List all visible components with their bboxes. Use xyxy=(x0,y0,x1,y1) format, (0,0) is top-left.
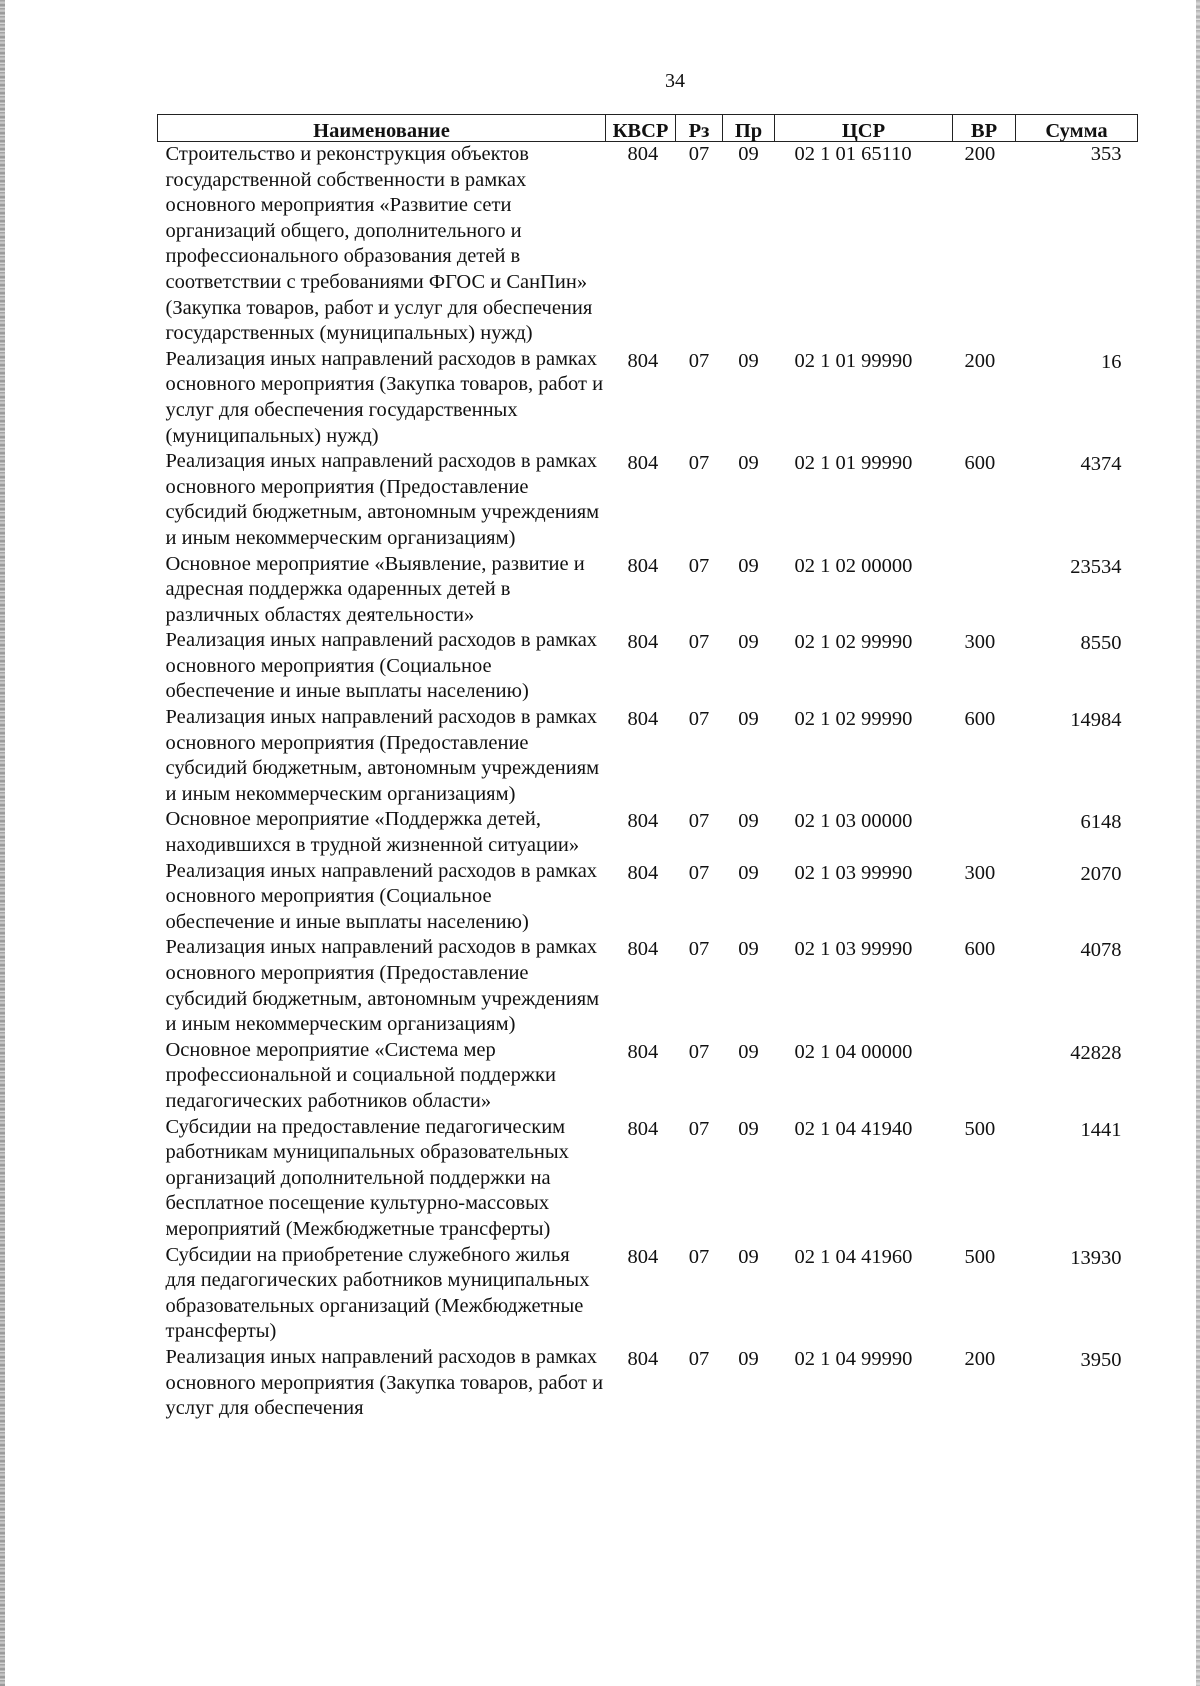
row-sum: 3950 xyxy=(1080,1348,1122,1371)
row-rz: 07 xyxy=(688,554,710,577)
row-name: Основное мероприятие «Выявление, развитие и адресная поддержка одаренных детей в различных областях деятельности» xyxy=(165,552,585,626)
row-csr: 02 1 02 00000 xyxy=(794,554,913,577)
row-rz: 07 xyxy=(688,1117,710,1140)
row-vr: 600 xyxy=(964,938,996,961)
row-csr: 02 1 04 99990 xyxy=(794,1347,913,1370)
row-pr: 09 xyxy=(738,861,759,884)
row-kvsr: 804 xyxy=(627,708,659,731)
row-pr: 09 xyxy=(738,1245,759,1268)
table-header xyxy=(158,115,1138,142)
row-pr: 09 xyxy=(738,810,759,833)
row-pr: 09 xyxy=(738,708,759,731)
row-vr: 300 xyxy=(964,631,996,654)
row-vr xyxy=(953,807,1016,858)
row-kvsr: 804 xyxy=(627,452,659,475)
row-csr: 02 1 04 41940 xyxy=(794,1117,913,1140)
row-csr: 02 1 01 99990 xyxy=(794,452,913,475)
row-rz: 07 xyxy=(688,810,710,833)
page-number: 34 xyxy=(665,70,685,92)
row-vr: 500 xyxy=(964,1245,996,1268)
header-pr: Пр xyxy=(723,115,775,142)
row-sum: 4374 xyxy=(1080,453,1122,476)
row-kvsr: 804 xyxy=(627,1040,659,1063)
row-sum: 16 xyxy=(1101,350,1122,373)
row-kvsr: 804 xyxy=(627,631,659,654)
row-csr: 02 1 03 99990 xyxy=(794,938,913,961)
row-vr xyxy=(953,552,1016,629)
row-sum: 13930 xyxy=(1070,1246,1122,1269)
row-csr: 02 1 04 00000 xyxy=(794,1040,913,1063)
row-vr: 500 xyxy=(964,1117,996,1140)
row-name: Строительство и реконструкция объектов государственной собственности в рамках основного мероприятия «Развитие сети организаций общего, дополнительного и профессионального образования детей в соответствии с требованиями ФГОС и СанПин» (Закупка товаров, работ и услуг для обеспечения государственных (муниципальных) нужд) xyxy=(165,143,593,345)
row-kvsr: 804 xyxy=(627,143,659,165)
row-csr: 02 1 03 00000 xyxy=(794,810,913,833)
row-pr: 09 xyxy=(738,631,759,654)
row-rz: 07 xyxy=(688,861,710,884)
row-rz: 07 xyxy=(688,349,710,372)
scan-edge-right xyxy=(1196,0,1200,1686)
row-pr: 09 xyxy=(738,554,759,577)
row-pr: 09 xyxy=(738,938,759,961)
row-rz: 07 xyxy=(688,1347,710,1370)
table-row xyxy=(158,552,1138,629)
row-name: Реализация иных направлений расходов в рамках основного мероприятия (Предоставление субсидий бюджетным, автономным учреждениям и иным некоммерческим организациям) xyxy=(165,936,600,1036)
row-sum: 8550 xyxy=(1080,632,1122,655)
table-row xyxy=(158,449,1138,551)
row-pr: 09 xyxy=(738,1117,759,1140)
header-rz: Рз xyxy=(676,115,723,142)
row-kvsr: 804 xyxy=(627,1347,659,1370)
header-sum: Сумма xyxy=(1016,115,1138,142)
row-pr: 09 xyxy=(738,349,759,372)
row-csr: 02 1 02 99990 xyxy=(794,708,913,731)
row-pr: 09 xyxy=(738,143,759,165)
row-sum: 353 xyxy=(1090,143,1122,165)
row-rz: 07 xyxy=(688,938,710,961)
table-row xyxy=(158,1038,1138,1115)
row-sum: 14984 xyxy=(1070,709,1122,732)
row-vr: 300 xyxy=(964,861,996,884)
row-name: Реализация иных направлений расходов в рамках основного мероприятия (Социальное обеспечение и иные выплаты населению) xyxy=(165,859,598,933)
row-kvsr: 804 xyxy=(627,349,659,372)
row-vr xyxy=(953,1038,1016,1115)
row-vr: 200 xyxy=(964,349,996,372)
row-name: Реализация иных направлений расходов в рамках основного мероприятия (Закупка товаров, работ и услуг для обеспечения государственных (муниципальных) нужд) xyxy=(165,347,604,447)
row-pr: 09 xyxy=(738,452,759,475)
row-vr: 600 xyxy=(964,708,996,731)
row-name: Реализация иных направлений расходов в рамках основного мероприятия (Закупка товаров, работ и услуг для обеспечения xyxy=(165,1345,604,1420)
row-sum: 1441 xyxy=(1080,1118,1122,1141)
row-kvsr: 804 xyxy=(627,554,659,577)
table-row xyxy=(158,1243,1138,1345)
row-csr: 02 1 01 65110 xyxy=(794,143,912,165)
row-name: Реализация иных направлений расходов в рамках основного мероприятия (Предоставление субсидий бюджетным, автономным учреждениям и иным некоммерческим организациям) xyxy=(165,450,600,549)
row-name: Реализация иных направлений расходов в рамках основного мероприятия (Предоставление субсидий бюджетным, автономным учреждениям и иным некоммерческим организациям) xyxy=(165,706,600,805)
row-rz: 07 xyxy=(688,1245,710,1268)
table-row xyxy=(158,705,1138,807)
row-kvsr: 804 xyxy=(627,1117,659,1140)
row-pr: 09 xyxy=(738,1040,759,1063)
row-name: Субсидии на приобретение служебного жилья для педагогических работников муниципальных образовательных организаций (Межбюджетные трансферты) xyxy=(165,1243,590,1343)
header-vr: ВР xyxy=(953,115,1016,142)
row-rz: 07 xyxy=(688,708,710,731)
row-name: Основное мероприятие «Система мер профессиональной и социальной поддержки педагогических работников области» xyxy=(165,1038,556,1112)
table-row xyxy=(158,628,1138,705)
row-vr: 200 xyxy=(964,1347,996,1370)
header-csr: ЦСР xyxy=(775,115,953,142)
budget-table xyxy=(157,114,1138,1422)
row-sum: 6148 xyxy=(1080,811,1122,834)
scan-edge-left xyxy=(0,0,5,1686)
row-csr: 02 1 01 99990 xyxy=(794,349,913,372)
row-vr: 600 xyxy=(964,452,996,475)
row-name: Субсидии на предоставление педагогическим работникам муниципальных образовательных организаций дополнительной поддержки на бесплатное посещение культурно-массовых мероприятий (Межбюджетные трансферты) xyxy=(165,1115,569,1240)
row-rz: 07 xyxy=(688,143,710,165)
table-row xyxy=(158,1345,1138,1422)
row-rz: 07 xyxy=(688,1040,710,1063)
row-rz: 07 xyxy=(688,631,710,654)
row-kvsr: 804 xyxy=(627,861,659,884)
row-sum: 42828 xyxy=(1070,1041,1122,1064)
row-csr: 02 1 04 41960 xyxy=(794,1245,913,1268)
table-row xyxy=(158,347,1138,449)
row-vr: 200 xyxy=(964,143,996,165)
table-row xyxy=(158,1115,1138,1243)
row-sum: 4078 xyxy=(1080,939,1122,962)
row-name: Реализация иных направлений расходов в рамках основного мероприятия (Социальное обеспечение и иные выплаты населению) xyxy=(165,629,598,703)
table-row xyxy=(158,142,1138,347)
row-pr: 09 xyxy=(738,1347,759,1370)
header-name: Наименование xyxy=(158,115,606,142)
row-sum: 23534 xyxy=(1070,555,1122,578)
row-csr: 02 1 02 99990 xyxy=(794,631,913,654)
table-row xyxy=(158,807,1138,858)
table-row xyxy=(158,859,1138,936)
row-name: Основное мероприятие «Поддержка детей, находившихся в трудной жизненной ситуации» xyxy=(165,808,580,857)
row-csr: 02 1 03 99990 xyxy=(794,861,913,884)
row-kvsr: 804 xyxy=(627,938,659,961)
table-body xyxy=(158,142,1138,1422)
row-sum: 2070 xyxy=(1080,862,1122,885)
row-kvsr: 804 xyxy=(627,1245,659,1268)
row-rz: 07 xyxy=(688,452,710,475)
table-row xyxy=(158,935,1138,1037)
row-kvsr: 804 xyxy=(627,810,659,833)
header-kvsr: КВСР xyxy=(606,115,676,142)
